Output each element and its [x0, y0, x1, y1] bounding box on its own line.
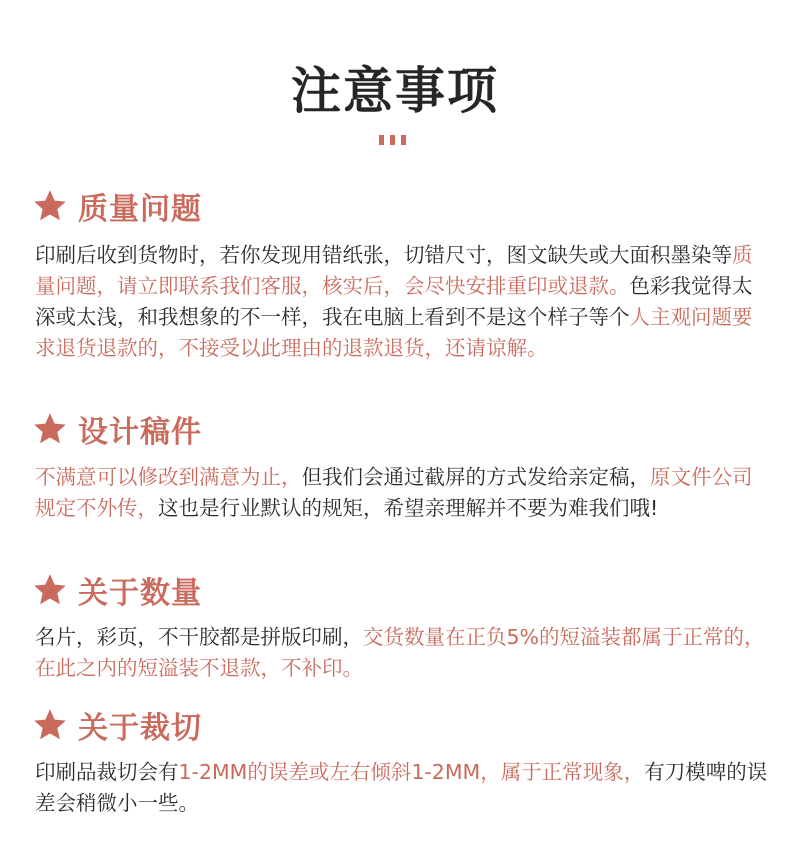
section-header-quality — [32, 186, 202, 226]
design-highlight-1: 不满意可以修改到满意为止， — [35, 465, 302, 489]
quality-highlight-1: 质量问题，请立即联系我们客服，核实后，会尽快安排重印或退款。 — [35, 243, 753, 298]
design-text-1: 但我们会通过截屏的方式发给亲定稿， — [301, 465, 650, 489]
section-body-design — [35, 462, 770, 524]
section-header-quantity — [32, 570, 202, 610]
cutting-text-2: 有刀模啤的误差会稍微小一些。 — [35, 760, 768, 815]
cutting-highlight-1: 1-2MM的误差或左右倾斜1-2MM，属于正常现象， — [178, 760, 645, 784]
star-icon — [32, 188, 68, 224]
star-icon — [32, 707, 68, 743]
quality-text-2: 色彩我觉得太深或太浅，和我想象的不一样，我在电脑上看到不是这个样子等个 — [35, 274, 753, 329]
section-title-cutting: 关于裁切 — [78, 711, 202, 746]
star-icon — [32, 572, 68, 608]
section-header-design — [32, 409, 202, 449]
cutting-text-1: 印刷品裁切会有 — [35, 760, 179, 784]
section-title-quantity: 关于数量 — [78, 576, 202, 611]
quantity-text-1: 名片，彩页，不干胶都是拼版印刷， — [35, 625, 363, 649]
design-text-2: 这也是行业默认的规矩，希望亲理解并不要为难我们哦! — [158, 496, 659, 520]
section-body-cutting — [35, 757, 770, 819]
section-header-cutting — [32, 705, 202, 745]
section-body-quality — [35, 240, 770, 364]
quality-highlight-2: 人主观问题要求退货退款的，不接受以此理由的退款退货，还请谅解。 — [35, 305, 753, 360]
page-title: 注意事项 — [291, 62, 499, 120]
quality-text-1: 印刷后收到货物时，若你发现用错纸张，切错尺寸，图文缺失或大面积墨染等 — [35, 243, 732, 267]
star-icon — [32, 411, 68, 447]
design-highlight-2: 原文件公司规定不外传， — [35, 465, 753, 520]
section-body-quantity — [35, 622, 770, 684]
quantity-highlight-1: 交货数量在正负5%的短溢装都属于正常的，在此之内的短溢装不退款，不补印。 — [35, 625, 765, 680]
section-title-quality: 质量问题 — [78, 192, 202, 227]
title-underline-decoration — [379, 135, 406, 145]
section-title-design: 设计稿件 — [78, 415, 202, 450]
